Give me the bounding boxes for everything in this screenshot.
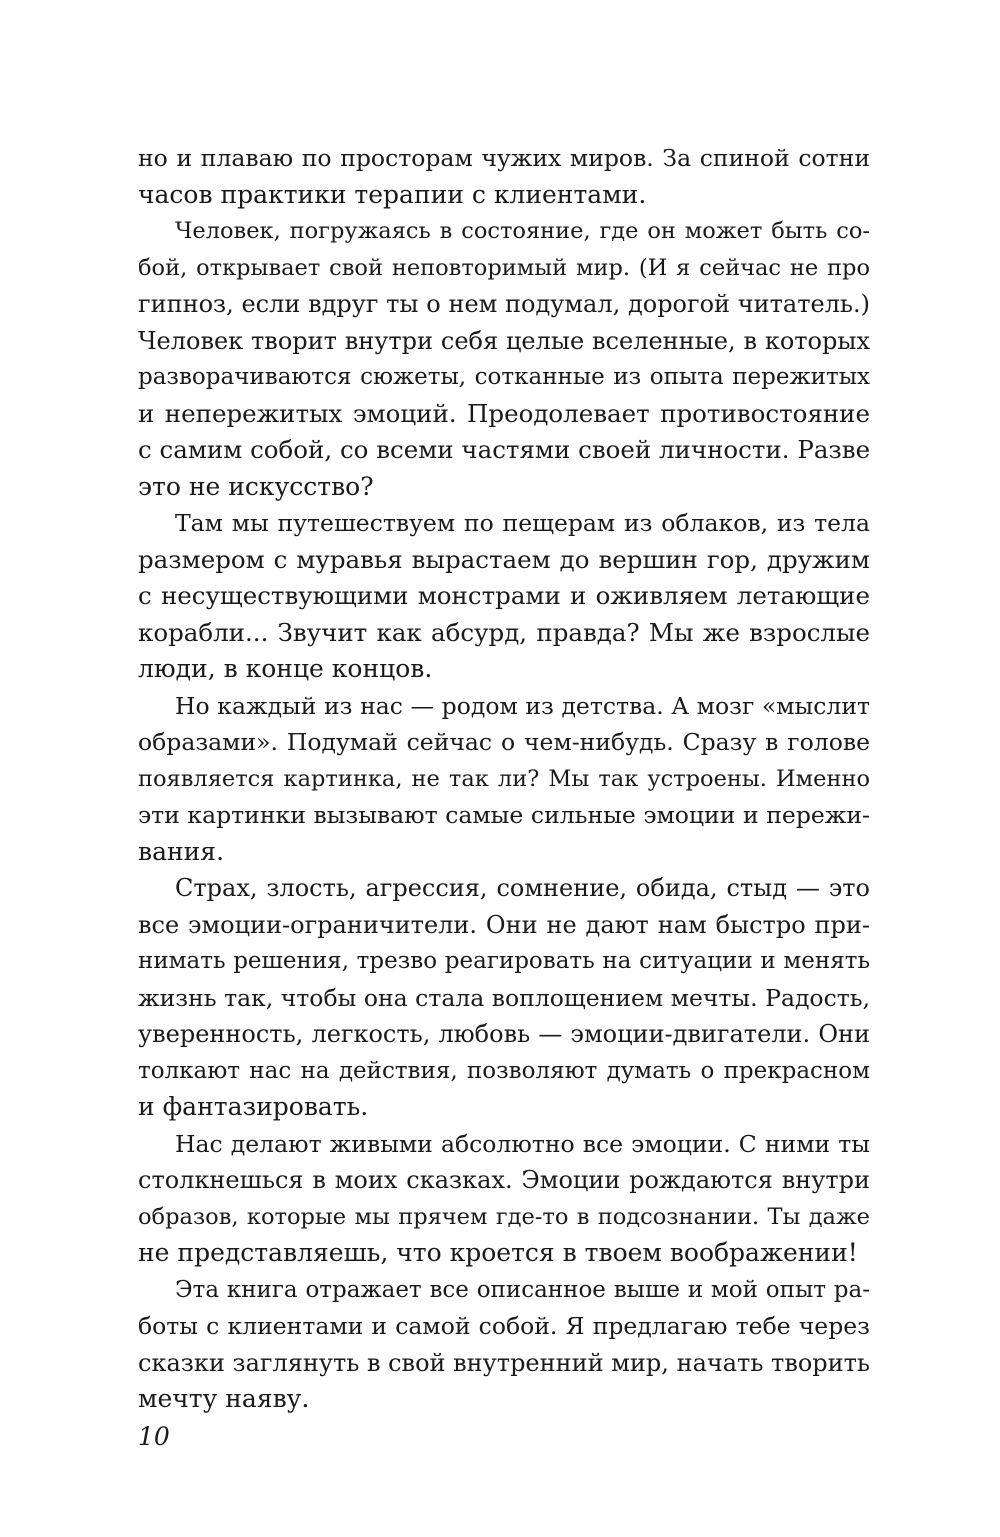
- text-line: но и плаваю по просторам чужих миров. За спиной сотни: [138, 144, 870, 172]
- text-line: с самим собой, со всеми частями своей личности. Разве: [138, 435, 871, 464]
- text-line: бой, открывает свой неповторимый мир. (И я сейчас не про: [138, 254, 870, 281]
- text-line: боты с клиентами и самой собой. Я предлагаю тебе через: [138, 1312, 870, 1340]
- text-line: Нас делают живыми абсолютно все эмоции. С ними ты: [175, 1129, 870, 1158]
- text-line: вания.: [138, 836, 225, 866]
- paragraph: [138, 870, 870, 1126]
- paragraph: [138, 140, 870, 213]
- text-line: и фантазировать.: [138, 1092, 369, 1121]
- body-text: [138, 140, 870, 1418]
- text-line: Эта книга отражает все описанное выше и мой опыт ра-: [175, 1276, 870, 1303]
- paragraph: [138, 688, 870, 871]
- text-line: гипноз, если вдруг ты о нем подумал, дорогой читатель.): [138, 290, 870, 318]
- text-line: уверенность, легкость, любовь — эмоции-двигатели. Они: [138, 1020, 870, 1048]
- text-line: с несуществующими монстрами и оживляем летающие: [138, 581, 870, 610]
- text-line: люди, в конце концов.: [138, 654, 433, 683]
- page-number: 10: [138, 1422, 170, 1451]
- text-line: не представляешь, что кроется в твоем воображении!: [138, 1238, 858, 1267]
- text-line: появляется картинка, не так ли? Мы так устроены. Именно: [138, 765, 870, 792]
- text-line: образов, которые мы прячем где-то в подсознании. Ты даже: [138, 1203, 870, 1230]
- text-line: толкают нас на действия, позволяют думать о прекрасном: [138, 1057, 870, 1084]
- text-line: Человек, погружаясь в состояние, где он может быть со-: [175, 218, 870, 244]
- text-line: нимать решения, трезво реагировать на ситуации и менять: [138, 948, 870, 974]
- text-line: размером с муравья вырастаем до вершин гор, дружим: [138, 544, 870, 574]
- paragraph: [138, 213, 870, 505]
- text-line: часов практики терапии с клиентами.: [138, 179, 647, 209]
- paragraph: [138, 1126, 870, 1272]
- text-line: столкнешься в моих сказках. Эмоции рождаются внутри: [138, 1166, 870, 1194]
- text-line: разворачиваются сюжеты, сотканные из опыта пережитых: [138, 364, 870, 390]
- text-line: образами». Подумай сейчас о чем-нибудь. Сразу в голове: [138, 728, 870, 756]
- paragraph: [138, 505, 870, 688]
- text-line: Там мы путешествуем по пещерам из облаков, из тела: [175, 509, 870, 537]
- text-line: Человек творит внутри себя целые вселенные, в которых: [138, 326, 870, 355]
- text-line: корабли... Звучит как абсурд, правда? Мы же взрослые: [138, 617, 870, 647]
- text-line: и непережитых эмоций. Преодолевает противостояние: [138, 398, 870, 428]
- text-line: жизнь так, чтобы она стала воплощением мечты. Радость,: [138, 983, 870, 1012]
- paragraph: [138, 1272, 870, 1418]
- text-line: мечту наяву.: [138, 1384, 310, 1413]
- text-line: сказки заглянуть в свой внутренний мир, начать творить: [138, 1348, 870, 1377]
- text-line: Страх, злость, агрессия, сомнение, обида, стыд — это: [175, 874, 870, 902]
- text-line: эти картинки вызывают самые сильные эмоции и пережи-: [138, 801, 870, 829]
- text-line: Но каждый из нас — родом из детства. А мозг «мыслит: [175, 691, 870, 720]
- text-line: это не искусство?: [138, 471, 374, 501]
- text-line: все эмоции-ограничители. Они не дают нам быстро при-: [138, 910, 870, 939]
